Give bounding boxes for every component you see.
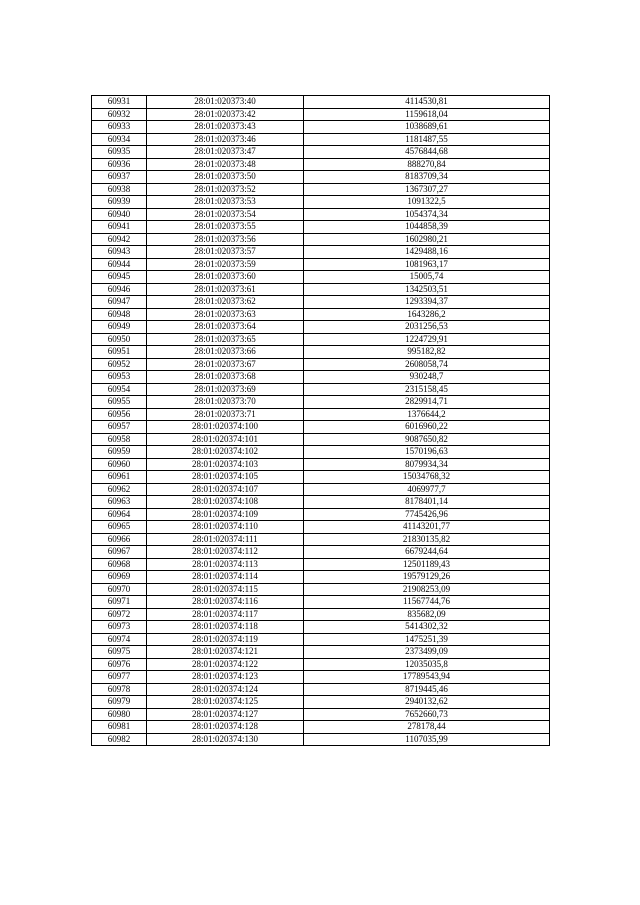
table-row xyxy=(92,458,550,471)
value-cell: 1044858,39 xyxy=(304,221,550,234)
table-row xyxy=(92,558,550,571)
row-number-cell: 60931 xyxy=(92,96,147,109)
row-number-cell: 60938 xyxy=(92,183,147,196)
row-number-cell: 60971 xyxy=(92,596,147,609)
cadastral-number-cell: 28:01:020373:40 xyxy=(147,96,304,109)
cadastral-number-cell: 28:01:020373:69 xyxy=(147,383,304,396)
row-number-cell: 60934 xyxy=(92,133,147,146)
value-cell: 1367307,27 xyxy=(304,183,550,196)
row-number-cell: 60961 xyxy=(92,471,147,484)
row-number-cell: 60972 xyxy=(92,608,147,621)
cadastral-number-cell: 28:01:020374:117 xyxy=(147,608,304,621)
value-cell: 2373499,09 xyxy=(304,646,550,659)
table-row xyxy=(92,471,550,484)
value-cell: 930248,7 xyxy=(304,371,550,384)
row-number-cell: 60969 xyxy=(92,571,147,584)
row-number-cell: 60945 xyxy=(92,271,147,284)
table-row xyxy=(92,533,550,546)
value-cell: 1081963,17 xyxy=(304,258,550,271)
cadastral-number-cell: 28:01:020373:46 xyxy=(147,133,304,146)
cadastral-number-cell: 28:01:020374:112 xyxy=(147,546,304,559)
cadastral-number-cell: 28:01:020373:64 xyxy=(147,321,304,334)
row-number-cell: 60970 xyxy=(92,583,147,596)
cadastral-number-cell: 28:01:020373:65 xyxy=(147,333,304,346)
value-cell: 1376644,2 xyxy=(304,408,550,421)
cadastral-number-cell: 28:01:020373:70 xyxy=(147,396,304,409)
table-row xyxy=(92,258,550,271)
table-row xyxy=(92,408,550,421)
row-number-cell: 60966 xyxy=(92,533,147,546)
row-number-cell: 60960 xyxy=(92,458,147,471)
value-cell: 4114530,81 xyxy=(304,96,550,109)
cadastral-number-cell: 28:01:020374:108 xyxy=(147,496,304,509)
cadastral-number-cell: 28:01:020373:54 xyxy=(147,208,304,221)
table-row xyxy=(92,333,550,346)
table-row xyxy=(92,621,550,634)
cadastral-number-cell: 28:01:020374:115 xyxy=(147,583,304,596)
value-cell: 1107035,99 xyxy=(304,733,550,746)
cadastral-number-cell: 28:01:020373:61 xyxy=(147,283,304,296)
table-row xyxy=(92,196,550,209)
cadastral-number-cell: 28:01:020374:116 xyxy=(147,596,304,609)
table-row xyxy=(92,496,550,509)
cadastral-number-cell: 28:01:020373:63 xyxy=(147,308,304,321)
cadastral-number-cell: 28:01:020373:42 xyxy=(147,108,304,121)
row-number-cell: 60963 xyxy=(92,496,147,509)
value-cell: 1429488,16 xyxy=(304,246,550,259)
row-number-cell: 60962 xyxy=(92,483,147,496)
cadastral-number-cell: 28:01:020374:125 xyxy=(147,696,304,709)
row-number-cell: 60940 xyxy=(92,208,147,221)
value-cell: 2031256,53 xyxy=(304,321,550,334)
cadastral-number-cell: 28:01:020374:124 xyxy=(147,683,304,696)
value-cell: 835682,09 xyxy=(304,608,550,621)
row-number-cell: 60942 xyxy=(92,233,147,246)
table-row xyxy=(92,108,550,121)
table-row xyxy=(92,396,550,409)
table-row xyxy=(92,571,550,584)
cadastral-number-cell: 28:01:020373:67 xyxy=(147,358,304,371)
row-number-cell: 60947 xyxy=(92,296,147,309)
cadastral-number-cell: 28:01:020373:57 xyxy=(147,246,304,259)
table-row xyxy=(92,583,550,596)
row-number-cell: 60979 xyxy=(92,696,147,709)
cadastral-number-cell: 28:01:020374:109 xyxy=(147,508,304,521)
row-number-cell: 60955 xyxy=(92,396,147,409)
table-row xyxy=(92,671,550,684)
table-body xyxy=(92,96,550,746)
row-number-cell: 60958 xyxy=(92,433,147,446)
cadastral-number-cell: 28:01:020374:102 xyxy=(147,446,304,459)
row-number-cell: 60974 xyxy=(92,633,147,646)
table-row xyxy=(92,433,550,446)
value-cell: 1054374,34 xyxy=(304,208,550,221)
value-cell: 2829914,71 xyxy=(304,396,550,409)
cadastral-number-cell: 28:01:020374:107 xyxy=(147,483,304,496)
value-cell: 15034768,32 xyxy=(304,471,550,484)
table-row xyxy=(92,358,550,371)
table-row xyxy=(92,483,550,496)
row-number-cell: 60957 xyxy=(92,421,147,434)
row-number-cell: 60977 xyxy=(92,671,147,684)
table-row xyxy=(92,646,550,659)
cadastral-number-cell: 28:01:020373:48 xyxy=(147,158,304,171)
value-cell: 1038689,61 xyxy=(304,121,550,134)
value-cell: 6016960,22 xyxy=(304,421,550,434)
value-cell: 1091322,5 xyxy=(304,196,550,209)
row-number-cell: 60982 xyxy=(92,733,147,746)
row-number-cell: 60980 xyxy=(92,708,147,721)
row-number-cell: 60967 xyxy=(92,546,147,559)
row-number-cell: 60965 xyxy=(92,521,147,534)
value-cell: 4576844,68 xyxy=(304,146,550,159)
table-row xyxy=(92,508,550,521)
row-number-cell: 60935 xyxy=(92,146,147,159)
cadastral-number-cell: 28:01:020374:123 xyxy=(147,671,304,684)
value-cell: 2608058,74 xyxy=(304,358,550,371)
row-number-cell: 60943 xyxy=(92,246,147,259)
cadastral-number-cell: 28:01:020373:55 xyxy=(147,221,304,234)
value-cell: 1342503,51 xyxy=(304,283,550,296)
cadastral-number-cell: 28:01:020373:47 xyxy=(147,146,304,159)
row-number-cell: 60968 xyxy=(92,558,147,571)
value-cell: 4069977,7 xyxy=(304,483,550,496)
value-cell: 7652660,73 xyxy=(304,708,550,721)
value-cell: 2940132,62 xyxy=(304,696,550,709)
table-row xyxy=(92,183,550,196)
cadastral-number-cell: 28:01:020374:119 xyxy=(147,633,304,646)
table-row xyxy=(92,521,550,534)
table-row xyxy=(92,733,550,746)
row-number-cell: 60978 xyxy=(92,683,147,696)
row-number-cell: 60953 xyxy=(92,371,147,384)
row-number-cell: 60932 xyxy=(92,108,147,121)
cadastral-number-cell: 28:01:020373:53 xyxy=(147,196,304,209)
value-cell: 1159618,04 xyxy=(304,108,550,121)
table-row xyxy=(92,346,550,359)
row-number-cell: 60948 xyxy=(92,308,147,321)
value-cell: 12501189,43 xyxy=(304,558,550,571)
value-cell: 9087650,82 xyxy=(304,433,550,446)
cadastral-number-cell: 28:01:020374:100 xyxy=(147,421,304,434)
table-row xyxy=(92,121,550,134)
table-row xyxy=(92,308,550,321)
row-number-cell: 60951 xyxy=(92,346,147,359)
table-row xyxy=(92,96,550,109)
table-row xyxy=(92,221,550,234)
value-cell: 21908253,09 xyxy=(304,583,550,596)
value-cell: 8183709,34 xyxy=(304,171,550,184)
cadastral-number-cell: 28:01:020373:50 xyxy=(147,171,304,184)
table-row xyxy=(92,233,550,246)
value-cell: 888270,84 xyxy=(304,158,550,171)
value-cell: 15005,74 xyxy=(304,271,550,284)
value-cell: 1643286,2 xyxy=(304,308,550,321)
value-cell: 1570196,63 xyxy=(304,446,550,459)
cadastral-number-cell: 28:01:020374:110 xyxy=(147,521,304,534)
value-cell: 17789543,94 xyxy=(304,671,550,684)
table-row xyxy=(92,158,550,171)
cadastral-number-cell: 28:01:020374:118 xyxy=(147,621,304,634)
row-number-cell: 60973 xyxy=(92,621,147,634)
cadastral-number-cell: 28:01:020374:122 xyxy=(147,658,304,671)
table-row xyxy=(92,721,550,734)
table-row xyxy=(92,171,550,184)
cadastral-number-cell: 28:01:020374:130 xyxy=(147,733,304,746)
table-row xyxy=(92,546,550,559)
cadastral-number-cell: 28:01:020374:128 xyxy=(147,721,304,734)
value-cell: 8079934,34 xyxy=(304,458,550,471)
cadastral-number-cell: 28:01:020374:101 xyxy=(147,433,304,446)
table-row xyxy=(92,146,550,159)
table-row xyxy=(92,133,550,146)
row-number-cell: 60952 xyxy=(92,358,147,371)
value-cell: 12035035,8 xyxy=(304,658,550,671)
cadastral-number-cell: 28:01:020373:60 xyxy=(147,271,304,284)
row-number-cell: 60944 xyxy=(92,258,147,271)
table-row xyxy=(92,371,550,384)
row-number-cell: 60975 xyxy=(92,646,147,659)
cadastral-number-cell: 28:01:020374:113 xyxy=(147,558,304,571)
cadastral-number-cell: 28:01:020374:103 xyxy=(147,458,304,471)
table-row xyxy=(92,296,550,309)
value-cell: 8719445,46 xyxy=(304,683,550,696)
value-cell: 11567744,76 xyxy=(304,596,550,609)
table-row xyxy=(92,283,550,296)
row-number-cell: 60950 xyxy=(92,333,147,346)
table-row xyxy=(92,696,550,709)
value-cell: 2315158,45 xyxy=(304,383,550,396)
value-cell: 278178,44 xyxy=(304,721,550,734)
table-row xyxy=(92,596,550,609)
value-cell: 7745426,96 xyxy=(304,508,550,521)
row-number-cell: 60949 xyxy=(92,321,147,334)
row-number-cell: 60937 xyxy=(92,171,147,184)
value-cell: 8178401,14 xyxy=(304,496,550,509)
row-number-cell: 60959 xyxy=(92,446,147,459)
cadastral-number-cell: 28:01:020374:114 xyxy=(147,571,304,584)
table-row xyxy=(92,208,550,221)
cadastral-number-cell: 28:01:020373:68 xyxy=(147,371,304,384)
table-row xyxy=(92,421,550,434)
value-cell: 21830135,82 xyxy=(304,533,550,546)
cadastral-number-cell: 28:01:020373:43 xyxy=(147,121,304,134)
value-cell: 1293394,37 xyxy=(304,296,550,309)
cadastral-number-cell: 28:01:020374:105 xyxy=(147,471,304,484)
table-row xyxy=(92,246,550,259)
cadastral-number-cell: 28:01:020373:52 xyxy=(147,183,304,196)
value-cell: 1224729,91 xyxy=(304,333,550,346)
table-row xyxy=(92,633,550,646)
row-number-cell: 60933 xyxy=(92,121,147,134)
table-row xyxy=(92,708,550,721)
cadastral-number-cell: 28:01:020374:121 xyxy=(147,646,304,659)
table-row xyxy=(92,321,550,334)
cadastral-number-cell: 28:01:020373:56 xyxy=(147,233,304,246)
row-number-cell: 60939 xyxy=(92,196,147,209)
cadastral-number-cell: 28:01:020373:66 xyxy=(147,346,304,359)
row-number-cell: 60964 xyxy=(92,508,147,521)
cadastral-number-cell: 28:01:020373:59 xyxy=(147,258,304,271)
value-cell: 6679244,64 xyxy=(304,546,550,559)
cadastral-number-cell: 28:01:020373:71 xyxy=(147,408,304,421)
value-cell: 1181487,55 xyxy=(304,133,550,146)
row-number-cell: 60954 xyxy=(92,383,147,396)
value-cell: 1475251,39 xyxy=(304,633,550,646)
row-number-cell: 60936 xyxy=(92,158,147,171)
value-cell: 1602980,21 xyxy=(304,233,550,246)
row-number-cell: 60981 xyxy=(92,721,147,734)
value-cell: 41143201,77 xyxy=(304,521,550,534)
cadastral-number-cell: 28:01:020374:111 xyxy=(147,533,304,546)
table-row xyxy=(92,683,550,696)
row-number-cell: 60976 xyxy=(92,658,147,671)
table-row xyxy=(92,271,550,284)
row-number-cell: 60956 xyxy=(92,408,147,421)
row-number-cell: 60941 xyxy=(92,221,147,234)
value-cell: 995182,82 xyxy=(304,346,550,359)
table-row xyxy=(92,383,550,396)
value-cell: 19579129,26 xyxy=(304,571,550,584)
cadastral-number-cell: 28:01:020373:62 xyxy=(147,296,304,309)
table-row xyxy=(92,446,550,459)
table-row xyxy=(92,608,550,621)
table-row xyxy=(92,658,550,671)
value-cell: 5414302,32 xyxy=(304,621,550,634)
cadastral-number-cell: 28:01:020374:127 xyxy=(147,708,304,721)
row-number-cell: 60946 xyxy=(92,283,147,296)
data-table xyxy=(91,95,550,746)
